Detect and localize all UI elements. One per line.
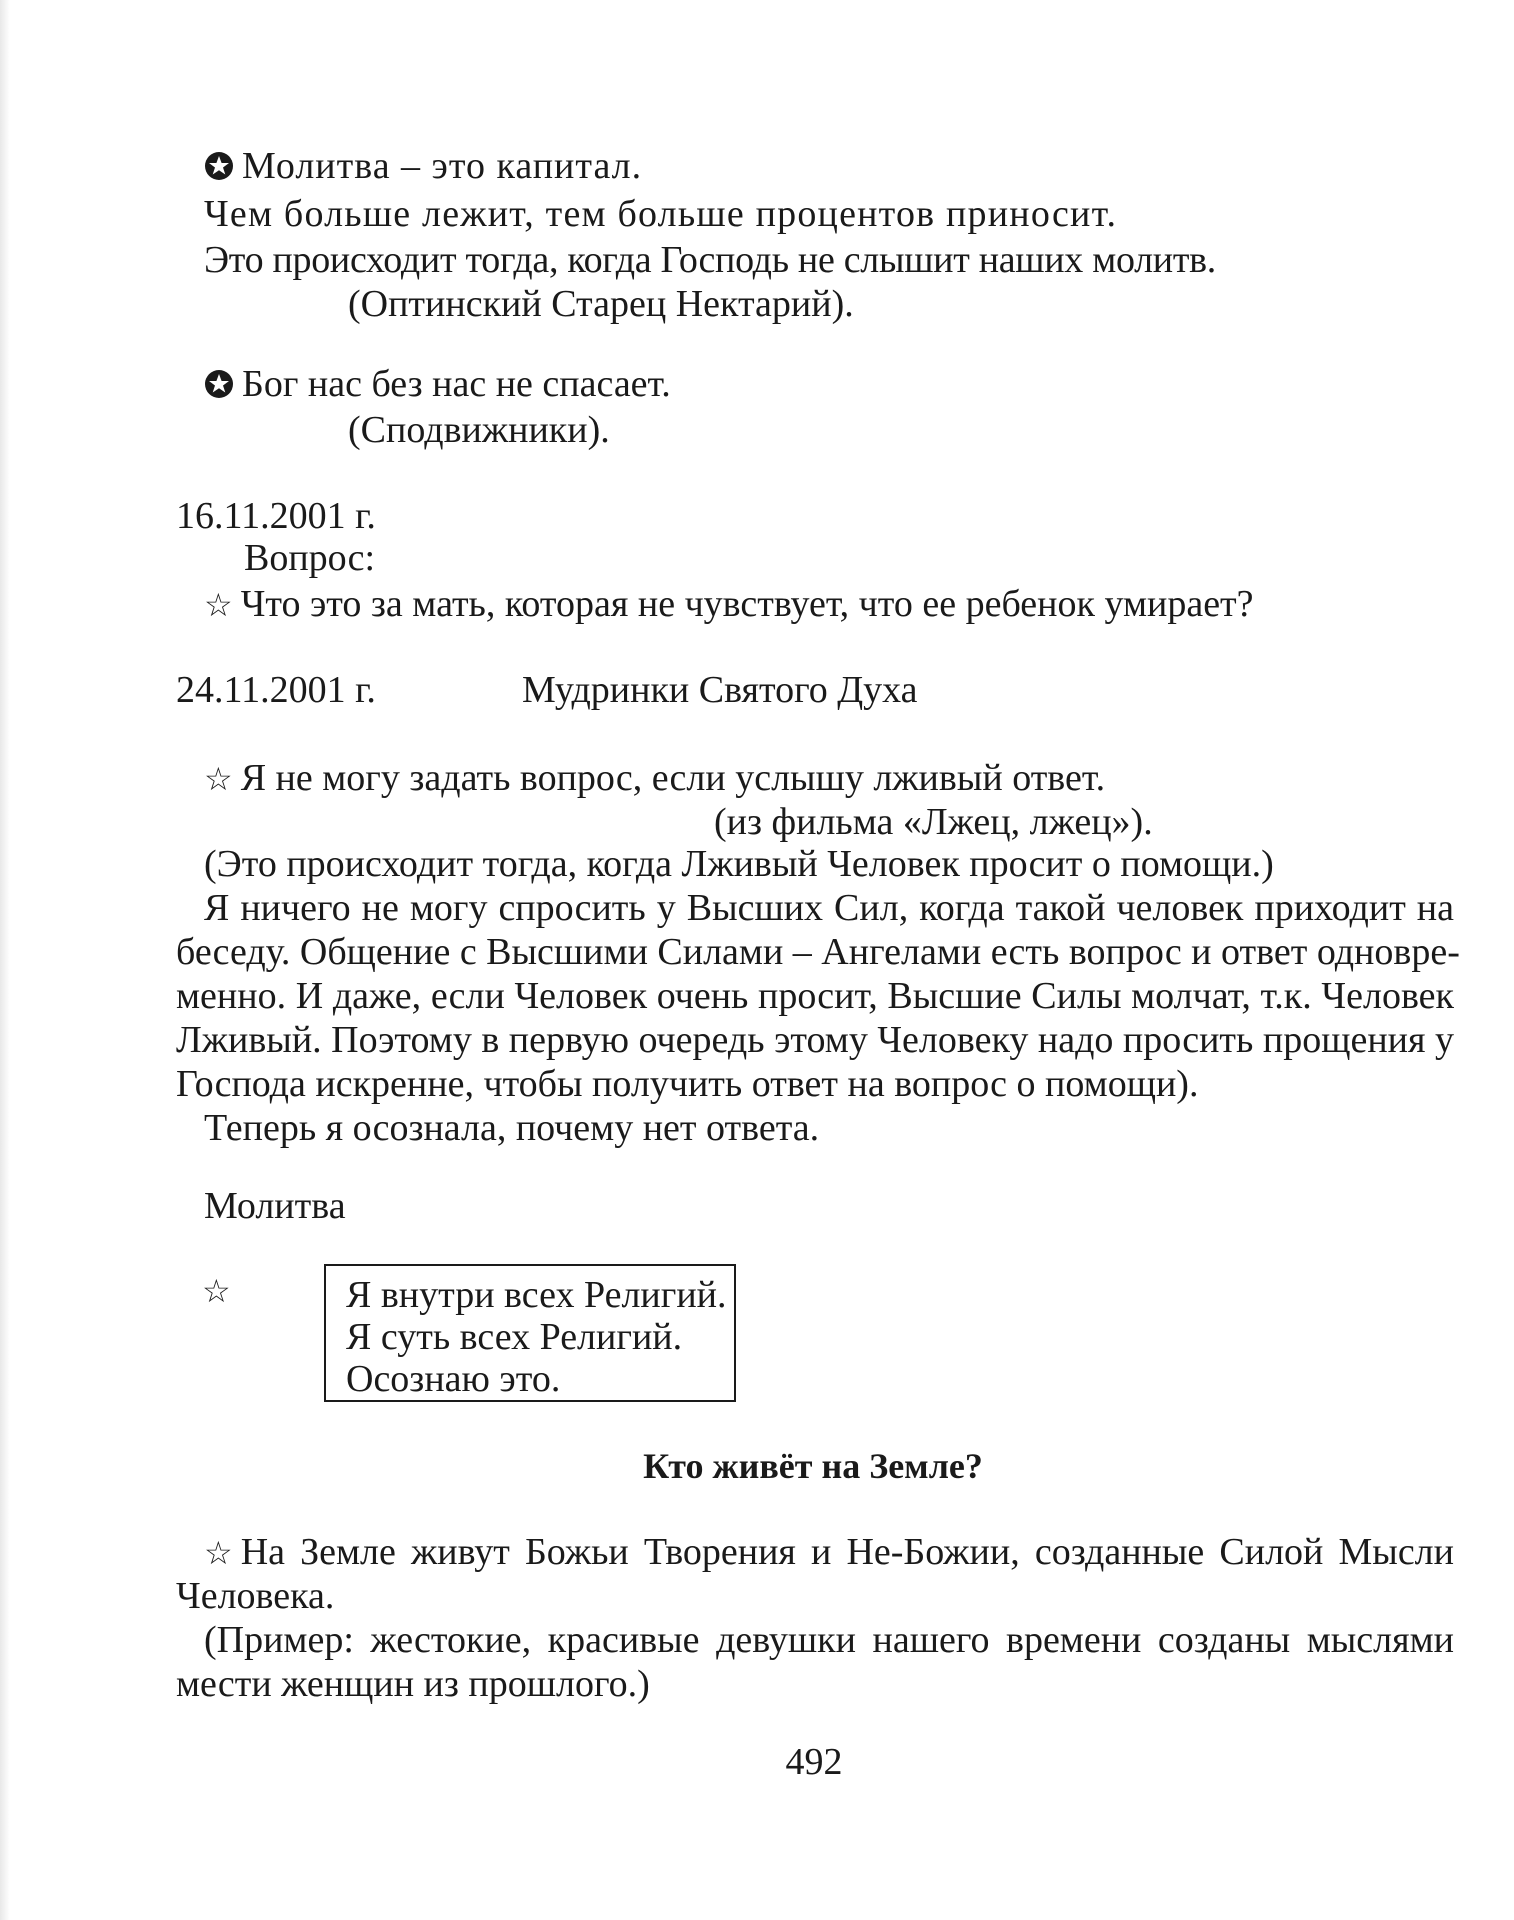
section-line xyxy=(204,1530,1454,1575)
page-number: 492 xyxy=(785,1741,843,1783)
question-label: Вопрос: xyxy=(244,537,376,579)
circled-star-icon xyxy=(204,151,234,181)
outline-star-icon: ☆ xyxy=(204,760,233,798)
quote-line xyxy=(204,144,642,188)
prayer-bullet xyxy=(202,1268,239,1313)
prayer-line: Я внутри всех Религий. xyxy=(346,1274,727,1316)
saying-source: (из фильма «Лжец, лжец»). xyxy=(714,801,1153,843)
entry-title: Мудринки Святого Духа xyxy=(522,669,918,711)
section-line: мести женщин из прошлого.) xyxy=(176,1663,650,1705)
section-line: (Пример: жестокие, красивые девушки нашего времени созданы мыслями xyxy=(204,1619,1454,1661)
question-text: Что это за мать, которая не чувствует, что ее ребенок умирает? xyxy=(240,583,1254,625)
section-heading: Кто живёт на Земле? xyxy=(643,1446,983,1486)
quote-attribution: (Оптинский Старец Нектарий). xyxy=(348,283,854,325)
section-text: На Земле живут Божьи Творения и Не-Божии, созданные Силой Мысли xyxy=(240,1531,1454,1573)
quote-text: Молитва – это капитал. xyxy=(242,145,643,187)
quote-text: Бог нас без нас не спасает. xyxy=(242,363,671,405)
outline-star-icon: ☆ xyxy=(204,1534,233,1572)
saying-note: (Это происходит тогда, когда Лживый Человек просит о помощи.) xyxy=(204,843,1274,885)
quote-line: Чем больше лежит, тем больше процентов приносит. xyxy=(204,193,1118,235)
saying-line xyxy=(204,756,1105,801)
prayer-line: Осознаю это. xyxy=(346,1358,561,1400)
entry-date: 24.11.2001 г. xyxy=(176,669,376,711)
body-line: Теперь я осознала, почему нет ответа. xyxy=(204,1107,820,1149)
quote-line xyxy=(204,362,671,406)
quote-attribution: (Сподвижники). xyxy=(348,409,610,451)
outline-star-icon: ☆ xyxy=(204,586,233,624)
quote-line: Это происходит тогда, когда Господь не слышит наших молитв. xyxy=(204,239,1216,281)
question-line xyxy=(204,582,1254,627)
body-line: Я ничего не могу спросить у Высших Сил, когда такой человек приходит на xyxy=(204,887,1454,929)
prayer-line: Я суть всех Религий. xyxy=(346,1316,683,1358)
body-line: Лживый. Поэтому в первую очередь этому Человеку надо просить прощения у xyxy=(176,1019,1454,1061)
page-edge xyxy=(0,0,10,1920)
entry-date: 16.11.2001 г. xyxy=(176,495,376,537)
prayer-box xyxy=(324,1264,736,1402)
body-line: беседу. Общение с Высшими Силами – Ангелами есть вопрос и ответ одновре- xyxy=(176,931,1460,973)
circled-star-icon xyxy=(204,369,234,399)
section-line: Человека. xyxy=(176,1575,335,1617)
body-line: менно. И даже, если Человек очень просит, Высшие Силы молчат, т.к. Человек xyxy=(176,975,1454,1017)
saying-text: Я не могу задать вопрос, если услышу лживый ответ. xyxy=(240,757,1106,799)
outline-star-icon: ☆ xyxy=(202,1272,231,1310)
body-line: Господа искренне, чтобы получить ответ на вопрос о помощи). xyxy=(176,1063,1199,1105)
prayer-label: Молитва xyxy=(204,1185,346,1227)
